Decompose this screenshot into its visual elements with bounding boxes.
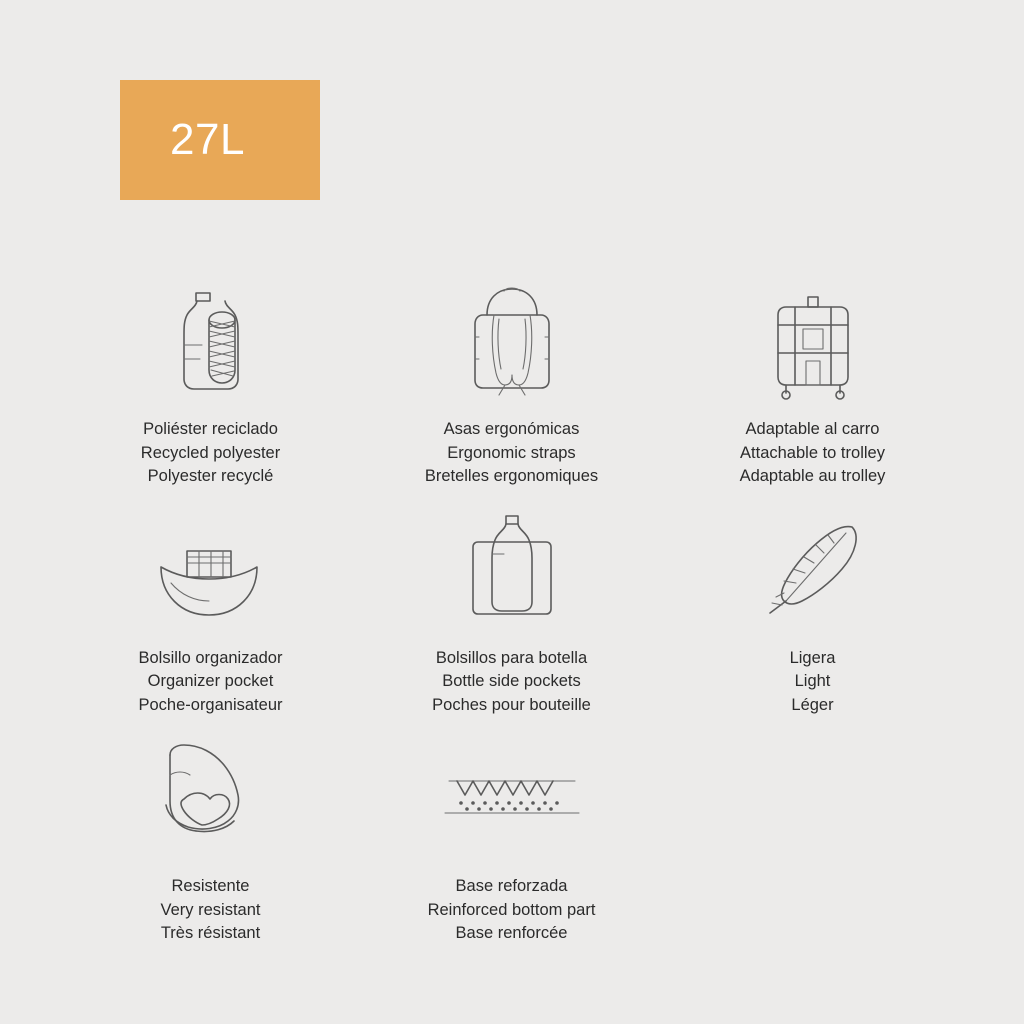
volume-badge-label: 27L — [170, 115, 245, 164]
feature-grid — [60, 270, 964, 956]
feature-caption: Bolsillo organizador Organizer pocket Poche-organisateur — [138, 648, 283, 714]
feature-caption: Asas ergonómicas Ergonomic straps Bretelles ergonomiques — [424, 420, 599, 485]
feature-item-bottle-pockets — [361, 499, 662, 718]
bottle-side-pocket-icon — [452, 499, 572, 639]
flexed-arm-icon — [146, 727, 276, 867]
feature-item-light — [662, 499, 963, 718]
feature-item-trolley — [662, 270, 963, 489]
feature-caption: Adaptable al carro Attachable to trolley Adaptable au trolley — [739, 420, 886, 485]
feature-item-recycled-polyester — [60, 270, 361, 489]
feature-item-resistant — [60, 727, 361, 946]
organizer-pocket-icon — [141, 499, 281, 639]
recycled-bottle-thread-icon — [156, 270, 266, 410]
feature-caption: Ligera Light Léger — [789, 648, 836, 714]
feature-caption: Poliéster reciclado Recycled polyester Polyester recyclé — [140, 420, 281, 485]
feature-caption: Bolsillos para botella Bottle side pockets Poches pour bouteille — [432, 648, 591, 714]
feature-item-reinforced-bottom — [361, 727, 662, 946]
volume-badge — [120, 80, 320, 200]
feature-caption: Base reforzada Reinforced bottom part Base renforcée — [427, 877, 596, 942]
feather-icon — [748, 499, 878, 639]
trolley-attach-icon — [748, 270, 878, 410]
feature-item-ergonomic-straps — [361, 270, 662, 489]
reinforced-bottom-icon — [437, 727, 587, 867]
feature-caption: Resistente Very resistant Très résistant — [160, 877, 261, 942]
backpack-straps-icon — [447, 270, 577, 410]
feature-item-organizer-pocket — [60, 499, 361, 718]
